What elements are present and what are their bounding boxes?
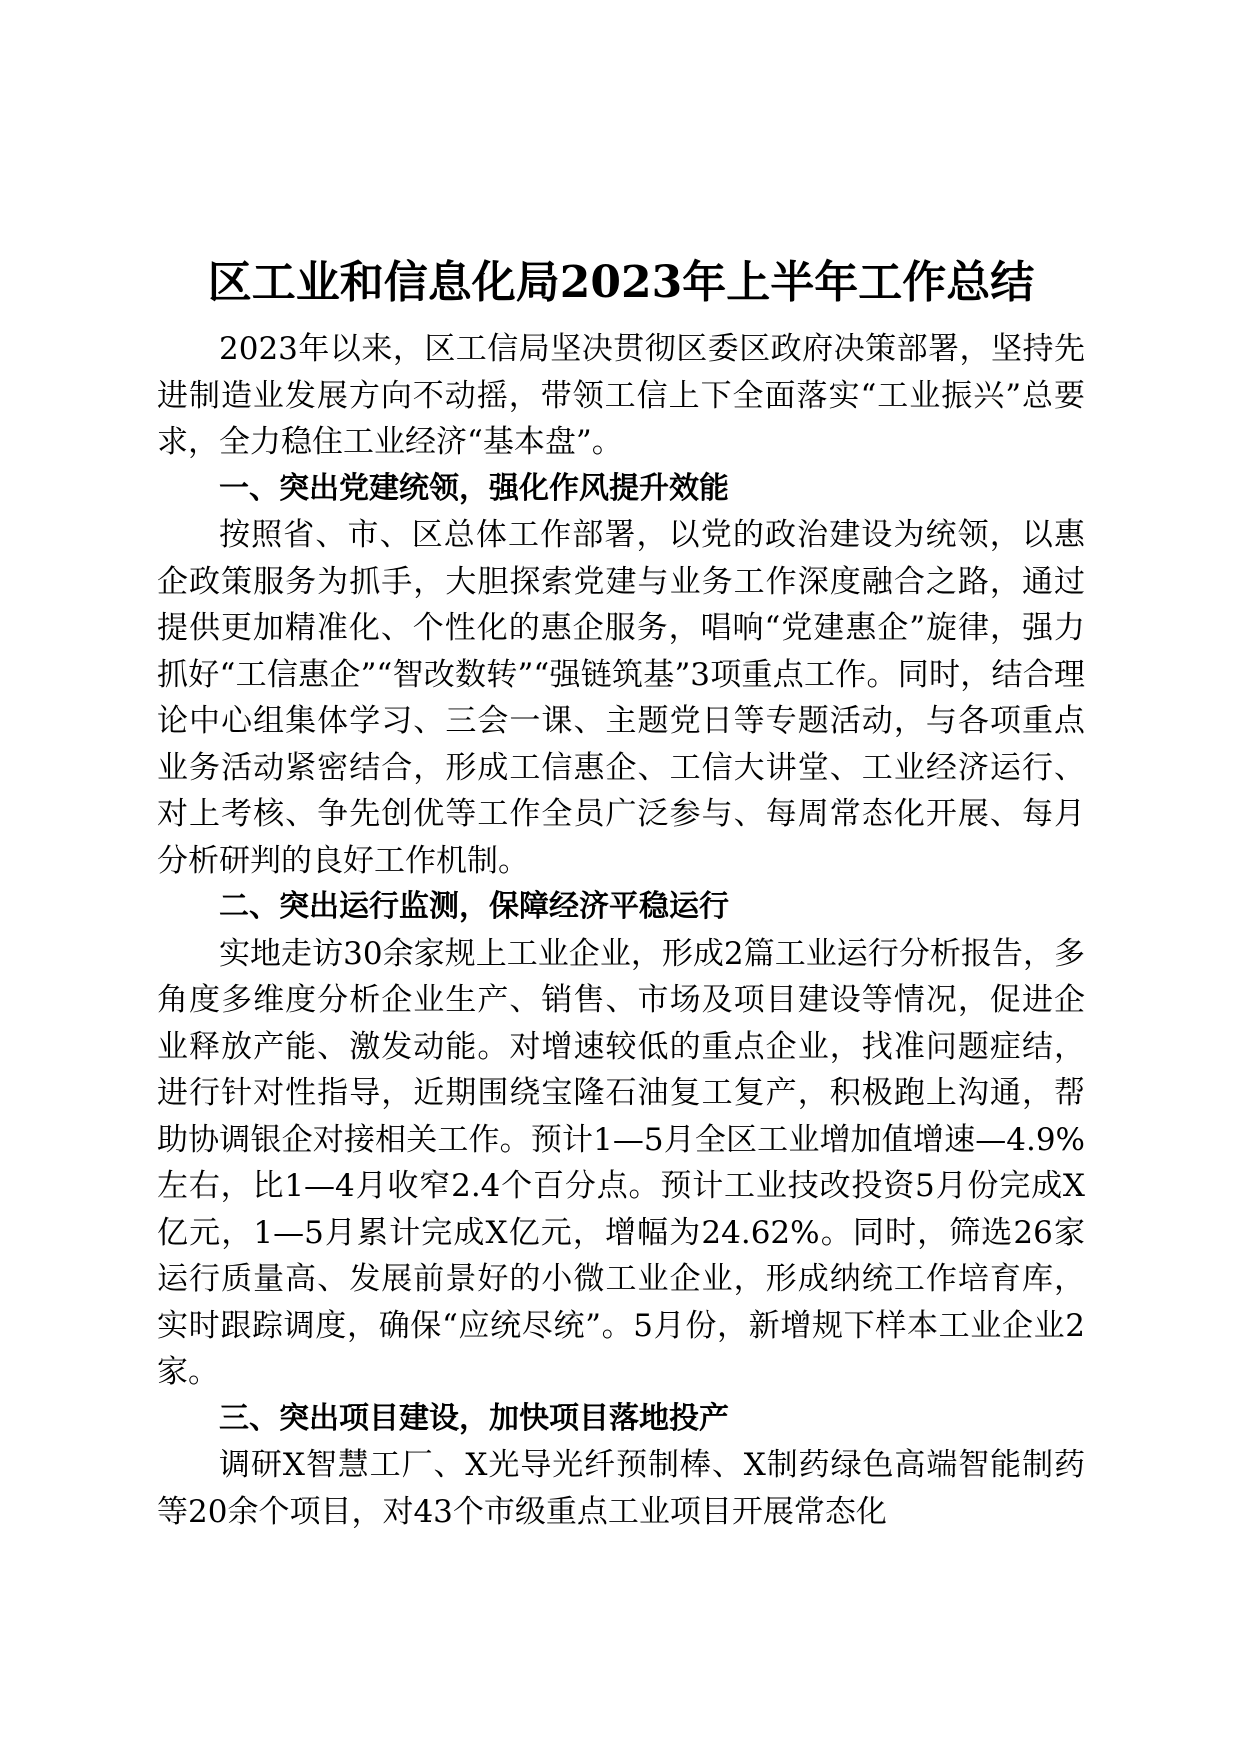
section-3-paragraph: 调研X智慧工厂、X光导光纤预制棒、X制药绿色高端智能制药等20余个项目，对43个市级重点工业项目开展常态化 — [157, 1447, 1085, 1530]
document-title: 区工业和信息化局2023年上半年工作总结 — [207, 257, 1035, 308]
intro-paragraph: 2023年以来，区工信局坚决贯彻区委区政府决策部署，坚持先进制造业发展方向不动摇，带领工信上下全面落实“工业振兴”总要求，全力稳住工业经济“基本盘”。 — [157, 331, 1085, 460]
section-heading-2: 二、突出运行监测，保障经济平稳运行 — [219, 889, 729, 924]
section-heading-3: 三、突出项目建设，加快项目落地投产 — [219, 1400, 729, 1436]
section-heading-1: 一、突出党建统领，强化作风提升效能 — [219, 470, 729, 506]
section-2-paragraph: 实地走访30余家规上工业企业，形成2篇工业运行分析报告，多角度多维度分析企业生产、销售、市场及项目建设等情况，促进企业释放产能、激发动能。对增速较低的重点企业，找准问题症结，进行针对性指导，近期围绕宝隆石油复工复产，积极跑上沟通，帮助协调银企对接相关工作。预计1—5月全区工业增加值增速—4.9%左右，比1—4月收窄2.4个百分点。预计工业技改投资5月份完成X亿元，1—5月累计完成X亿元，增幅为24.62%。同时，筛选26家运行质量高、发展前景好的小微工业企业，形成纳统工作培育库，实时跟踪调度，确保“应统尽统”。5月份，新增规下样本工业企业2家。 — [157, 935, 1085, 1390]
section-1-paragraph: 按照省、市、区总体工作部署，以党的政治建设为统领，以惠企政策服务为抓手，大胆探索党建与业务工作深度融合之路，通过提供更加精准化、个性化的惠企服务，唱响“党建惠企”旋律，强力抓好“工信惠企”“智改数转”“强链筑基”3项重点工作。同时，结合理论中心组集体学习、三会一课、主题党日等专题活动，与各项重点业务活动紧密结合，形成工信惠企、工信大讲堂、工业经济运行、对上考核、争先创优等工作全员广泛参与、每周常态化开展、每月分析研判的良好工作机制。 — [157, 517, 1085, 879]
document-body — [157, 250, 1085, 1535]
